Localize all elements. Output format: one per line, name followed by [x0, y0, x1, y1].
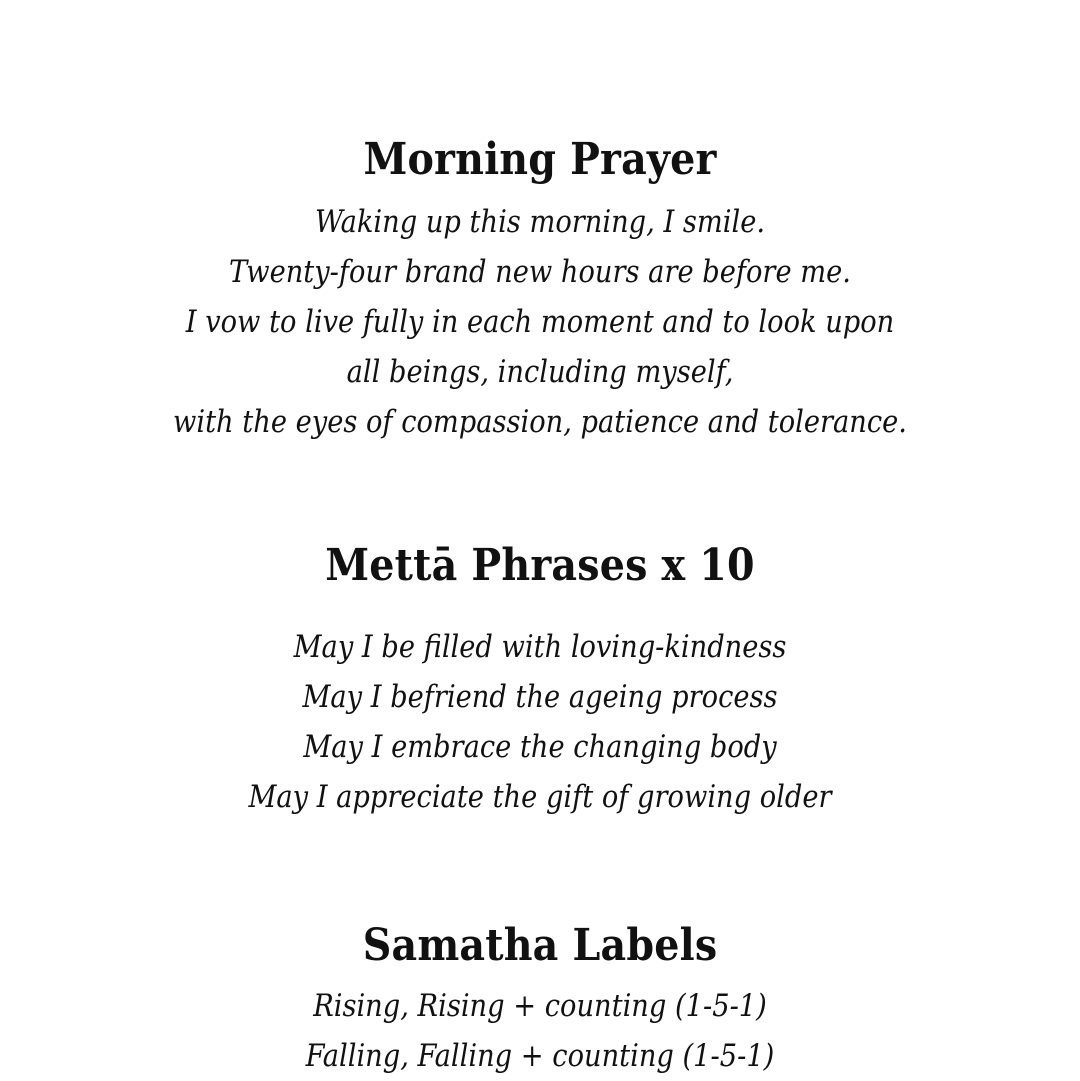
metta-phrase: May I befriend the ageing process	[302, 679, 778, 715]
morning-prayer-heading: Morning Prayer	[363, 134, 717, 185]
samatha-labels-section	[0, 920, 1080, 1081]
samatha-labels-heading: Samatha Labels	[362, 920, 718, 971]
prayer-line: all beings, including myself,	[346, 354, 734, 390]
prayer-line: Waking up this morning, I smile.	[314, 204, 766, 240]
metta-phrase: May I be filled with loving-kindness	[293, 629, 787, 665]
metta-phrases-lines	[0, 622, 1080, 822]
morning-prayer-lines	[0, 197, 1080, 447]
samatha-label: Falling, Falling + counting (1-5-1)	[305, 1038, 775, 1074]
metta-phrase: May I embrace the changing body	[303, 729, 777, 765]
prayer-line: Twenty-four brand new hours are before me.	[229, 254, 851, 290]
morning-prayer-section	[0, 134, 1080, 447]
metta-phrases-section	[0, 540, 1080, 822]
prayer-line: I vow to live fully in each moment and to look upon	[185, 304, 895, 340]
prayer-line: with the eyes of compassion, patience and tolerance.	[173, 404, 907, 440]
metta-phrases-heading: Mettā Phrases x 10	[325, 540, 755, 591]
samatha-labels-lines	[0, 981, 1080, 1081]
samatha-label: Rising, Rising + counting (1-5-1)	[313, 988, 767, 1024]
metta-phrase: May I appreciate the gift of growing older	[248, 779, 832, 815]
